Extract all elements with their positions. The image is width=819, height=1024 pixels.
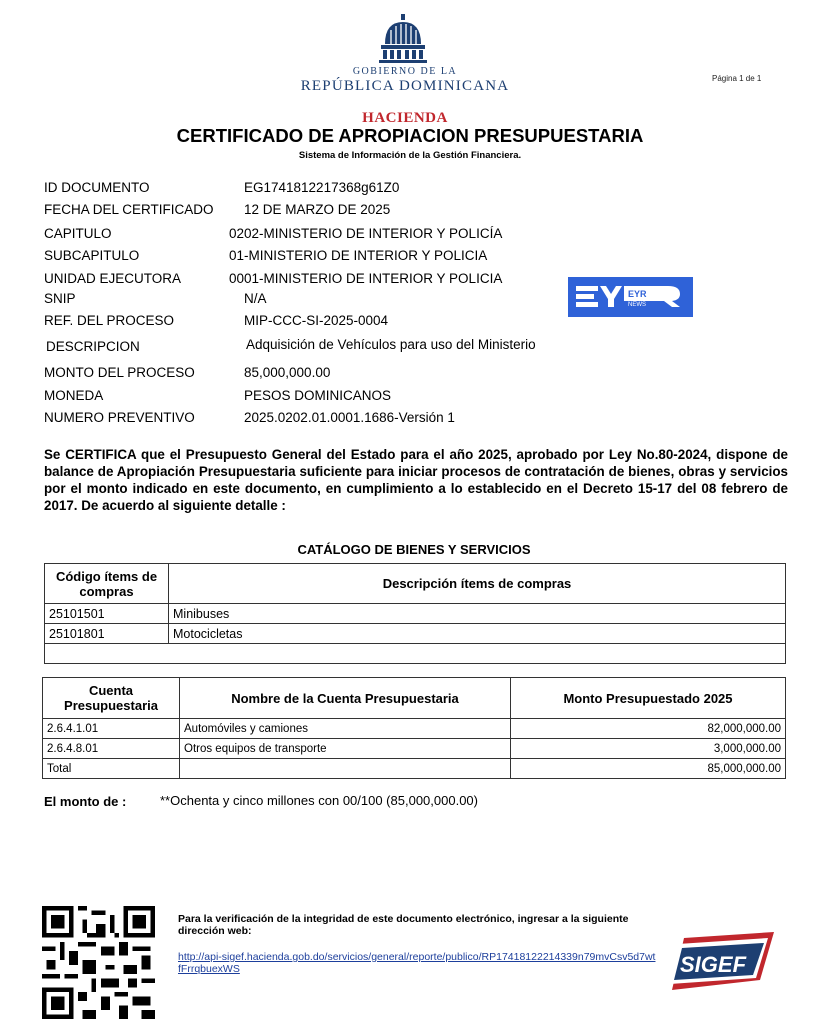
column-header: Código ítems de compras	[45, 564, 169, 604]
field-label: ID DOCUMENTO	[44, 180, 150, 195]
field-label: UNIDAD EJECUTORA	[44, 271, 182, 286]
amount-value: **Ochenta y cinco millones con 00/100 (85,000,000.00)	[160, 793, 478, 808]
document-subtitle: Sistema de Información de la Gestión Financiera.	[298, 150, 522, 161]
field-label: REF. DEL PROCESO	[44, 313, 175, 328]
amount-label: El monto de :	[44, 794, 127, 809]
field-value: 01-MINISTERIO DE INTERIOR Y POLICIA	[229, 248, 488, 263]
field-value: N/A	[244, 291, 267, 306]
table-row	[45, 624, 786, 644]
field-label: NUMERO PREVENTIVO	[44, 410, 195, 425]
field-value: 0001-MINISTERIO DE INTERIOR Y POLICIA	[229, 271, 503, 286]
table-cell: Minibuses	[169, 604, 786, 624]
table-cell: 3,000,000.00	[511, 739, 786, 759]
sigef-logo	[664, 928, 782, 998]
field-value: 2025.0202.01.0001.1686-Versión 1	[244, 410, 455, 425]
table-cell: Motocicletas	[169, 624, 786, 644]
table-row	[45, 604, 786, 624]
verification-text: Para la verificación de la integridad de este documento electrónico, ingresar a la siguiente dirección web:	[178, 913, 629, 937]
column-header: Nombre de la Cuenta Presupuestaria	[180, 678, 511, 719]
table-cell: 82,000,000.00	[511, 719, 786, 739]
government-label: GOBIERNO DE LA	[352, 66, 458, 77]
table-header-row	[45, 564, 786, 604]
table-row	[45, 644, 786, 664]
svg-text:EYR: EYR	[628, 289, 647, 299]
field-label: SUBCAPITULO	[44, 248, 140, 263]
field-value: MIP-CCC-SI-2025-0004	[244, 313, 389, 328]
column-header: Descripción ítems de compras	[169, 564, 786, 604]
document-title: CERTIFICADO DE APROPIACION PRESUPUESTARIA	[176, 125, 644, 146]
hacienda-label: HACIENDA	[362, 110, 448, 126]
catalog-title: CATÁLOGO DE BIENES Y SERVICIOS	[297, 542, 531, 557]
table-header-row	[43, 678, 786, 719]
svg-text:NEWS: NEWS	[628, 302, 646, 308]
field-value: PESOS DOMINICANOS	[244, 388, 392, 403]
field-label: MONTO DEL PROCESO	[44, 365, 195, 380]
table-cell	[45, 644, 786, 664]
table-cell	[180, 759, 511, 779]
table-cell: 85,000,000.00	[511, 759, 786, 779]
field-label: SNIP	[44, 291, 76, 306]
eyr-logo-icon	[568, 277, 693, 317]
total-row	[43, 759, 786, 779]
table-cell: 25101501	[45, 604, 169, 624]
table-row	[43, 719, 786, 739]
field-label: CAPITULO	[44, 226, 112, 241]
field-value: Adquisición de Vehículos para uso del Ministerio	[246, 337, 536, 352]
svg-text:SIGEF: SIGEF	[680, 952, 747, 977]
table-cell: Total	[43, 759, 180, 779]
republic-label: REPÚBLICA DOMINICANA	[300, 78, 510, 94]
coat-of-arms-icon	[377, 14, 429, 64]
table-cell: 2.6.4.8.01	[43, 739, 180, 759]
verification-link[interactable]: http://api-sigef.hacienda.gob.do/servicios/general/reporte/publico/RP17418122214339n79mvCsv5d7wtfFrrqbuexWS	[178, 951, 656, 975]
table-row	[43, 739, 786, 759]
field-value: 12 DE MARZO DE 2025	[244, 202, 391, 217]
qr-code-icon	[42, 906, 155, 1019]
page-number: Página 1 de 1	[712, 74, 762, 83]
table-cell: 25101801	[45, 624, 169, 644]
table-cell: Otros equipos de transporte	[180, 739, 511, 759]
eyr-news-logo	[568, 277, 693, 317]
column-header: Cuenta Presupuestaria	[43, 678, 180, 719]
budget-table	[42, 677, 786, 779]
catalog-table	[44, 563, 786, 664]
table-cell: Automóviles y camiones	[180, 719, 511, 739]
field-value: EG1741812217368g61Z0	[244, 180, 400, 195]
field-label: MONEDA	[44, 388, 104, 403]
column-header: Monto Presupuestado 2025	[511, 678, 786, 719]
field-label: DESCRIPCION	[46, 339, 140, 354]
field-value: 0202-MINISTERIO DE INTERIOR Y POLICÍA	[229, 226, 503, 241]
certification-paragraph: Se CERTIFICA que el Presupuesto General del Estado para el año 2025, aprobado por Ley No.80-2024, dispone de balance de Apropiación Presupuestaria suficiente para iniciar procesos de contratación de bienes, obras y servicios por el monto indicado en este documento, en cumplimiento a lo establecido en el Decreto 15-17 del 08 febrero de 2017. De acuerdo al siguiente detalle :	[44, 447, 788, 513]
field-value: 85,000,000.00	[244, 365, 331, 380]
field-label: FECHA DEL CERTIFICADO	[44, 202, 214, 217]
table-cell: 2.6.4.1.01	[43, 719, 180, 739]
